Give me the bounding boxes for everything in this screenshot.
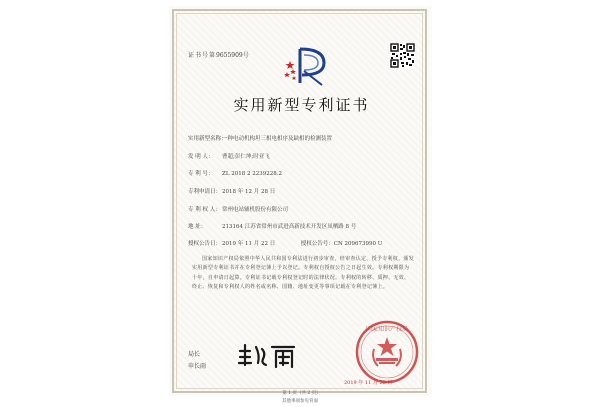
field-application-date: 专利申请日：2018 年 12 月 28 日 (188, 189, 276, 195)
svg-text:国家知识产权局: 国家知识产权局 (365, 326, 409, 333)
certificate-title: 实用新型专利证书 (233, 96, 370, 114)
director-signature (236, 339, 298, 371)
certificate-frame (172, 9, 427, 396)
field-patent-number: 专 利 号： ZL 2018 2 2239228.2 (188, 171, 282, 177)
director-title: 局长 (188, 351, 201, 358)
cnipa-logo-icon (284, 45, 328, 87)
certificate-body-text: 国家知识产权局依照中华人民共和国专利法进行初步审查，经审查认定，授予专利权，颁发实用新型专利证书并在专利登记簿上予以登记。专利权自授权公告之日起生效。专利权期限为十年，自申请日起算。专利证书记载专利权登记时的法律状况。专利权的转移、质押、无效、终止、恢复和专利权人的姓名或名称、国籍、地址变更等事项记载在专利登记簿上。 (192, 256, 415, 290)
page-number: 第 1 页（共 2 页） (282, 391, 321, 396)
stamp-date: 2019 年 11 月 22 日 (344, 380, 393, 386)
field-grant-date: 授权公告日：2019 年 11 月 22 日 授权公告号：CN 209673990 U (188, 241, 383, 247)
qr-code-icon (390, 43, 415, 68)
field-address: 地 址： 213164 江苏省常州市武进高新技术开发区凤栖路 8 号 (188, 224, 357, 230)
certificate-number: 证书号第9655909号 (188, 52, 249, 59)
footer-note: 其他事项参见背面 (282, 399, 318, 404)
field-patentee: 专 利 权 人：常州电站辅机股份有限公司 (188, 207, 289, 213)
official-seal-icon (354, 319, 420, 385)
certificate-page (169, 6, 432, 396)
field-utility-model-name: 实用新型名称：一种电动机构坦三相电相序及缺相的检测装置 (188, 136, 333, 142)
field-inventors: 发 明 人： 曹超;彭仁坤;时亚飞 (188, 154, 270, 160)
director-name: 申长雨 (188, 363, 207, 370)
